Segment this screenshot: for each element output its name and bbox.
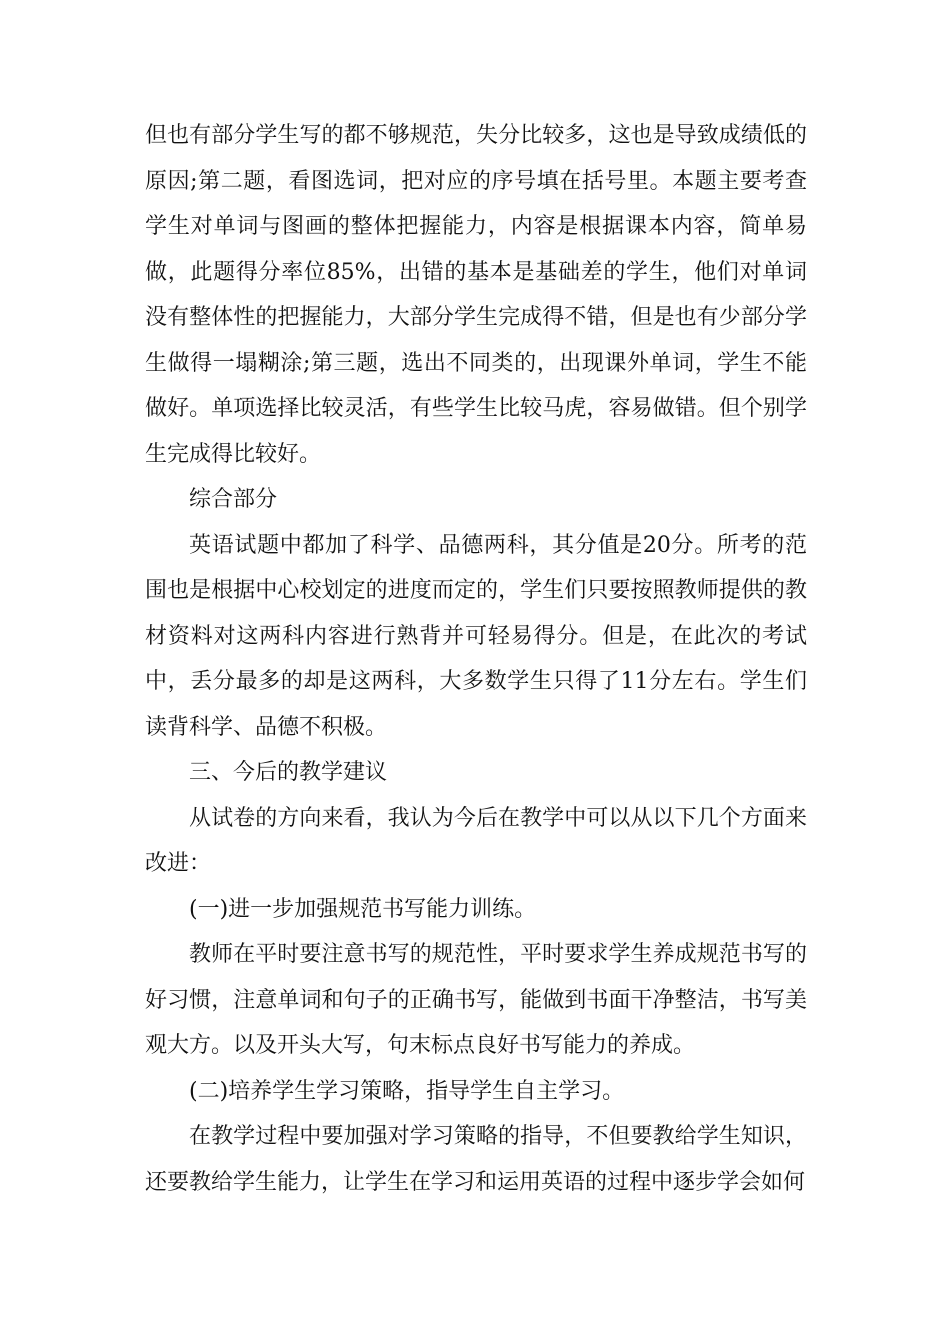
paragraph-comprehensive: 英语试题中都加了科学、品德两科，其分值是20分。所考的范围也是根据中心校划定的进度而定的，学生们只要按照教师提供的教材资料对这两科内容进行熟背并可轻易得分。但是，在此次的考试中，丢分最多的却是这两科，大多数学生只得了11分左右。学生们读背科学、品德不积极。 bbox=[145, 532, 807, 740]
paragraph-intro-suggestions: 从试卷的方向来看，我认为今后在教学中可以从以下几个方面来改进： bbox=[145, 805, 807, 876]
section-heading-comprehensive: 综合部分 bbox=[189, 487, 278, 512]
section-heading-suggestions: 三、今后的教学建议 bbox=[189, 760, 388, 785]
subheading-strategy: (二)培养学生学习策略，指导学生自主学习。 bbox=[189, 1078, 625, 1104]
paragraph-continuation: 但也有部分学生写的都不够规范，失分比较多，这也是导致成绩低的原因;第二题，看图选词，把对应的序号填在括号里。本题主要考查学生对单词与图画的整体把握能力，内容是根据课本内容，简单易做，此题得分率位85%，出错的基本是基础差的学生，他们对单词没有整体性的把握能力，大部分学生完成得不错，但是也有少部分学生做得一塌糊涂;第三题，选出不同类的，出现课外单词，学生不能做好。单项选择比较灵活，有些学生比较马虎，容易做错。但个别学生完成得比较好。 bbox=[145, 123, 807, 467]
subheading-writing: (一)进一步加强规范书写能力训练。 bbox=[189, 896, 537, 922]
paragraph-strategy: 在教学过程中要加强对学习策略的指导，不但要教给学生知识，还要教给学生能力，让学生在学习和运用英语的过程中逐步学会如何 bbox=[145, 1124, 807, 1195]
paragraph-writing: 教师在平时要注意书写的规范性，平时要求学生养成规范书写的好习惯，注意单词和句子的正确书写，能做到书面干净整洁，书写美观大方。以及开头大写，句末标点良好书写能力的养成。 bbox=[145, 942, 807, 1058]
document-body bbox=[145, 113, 807, 1205]
